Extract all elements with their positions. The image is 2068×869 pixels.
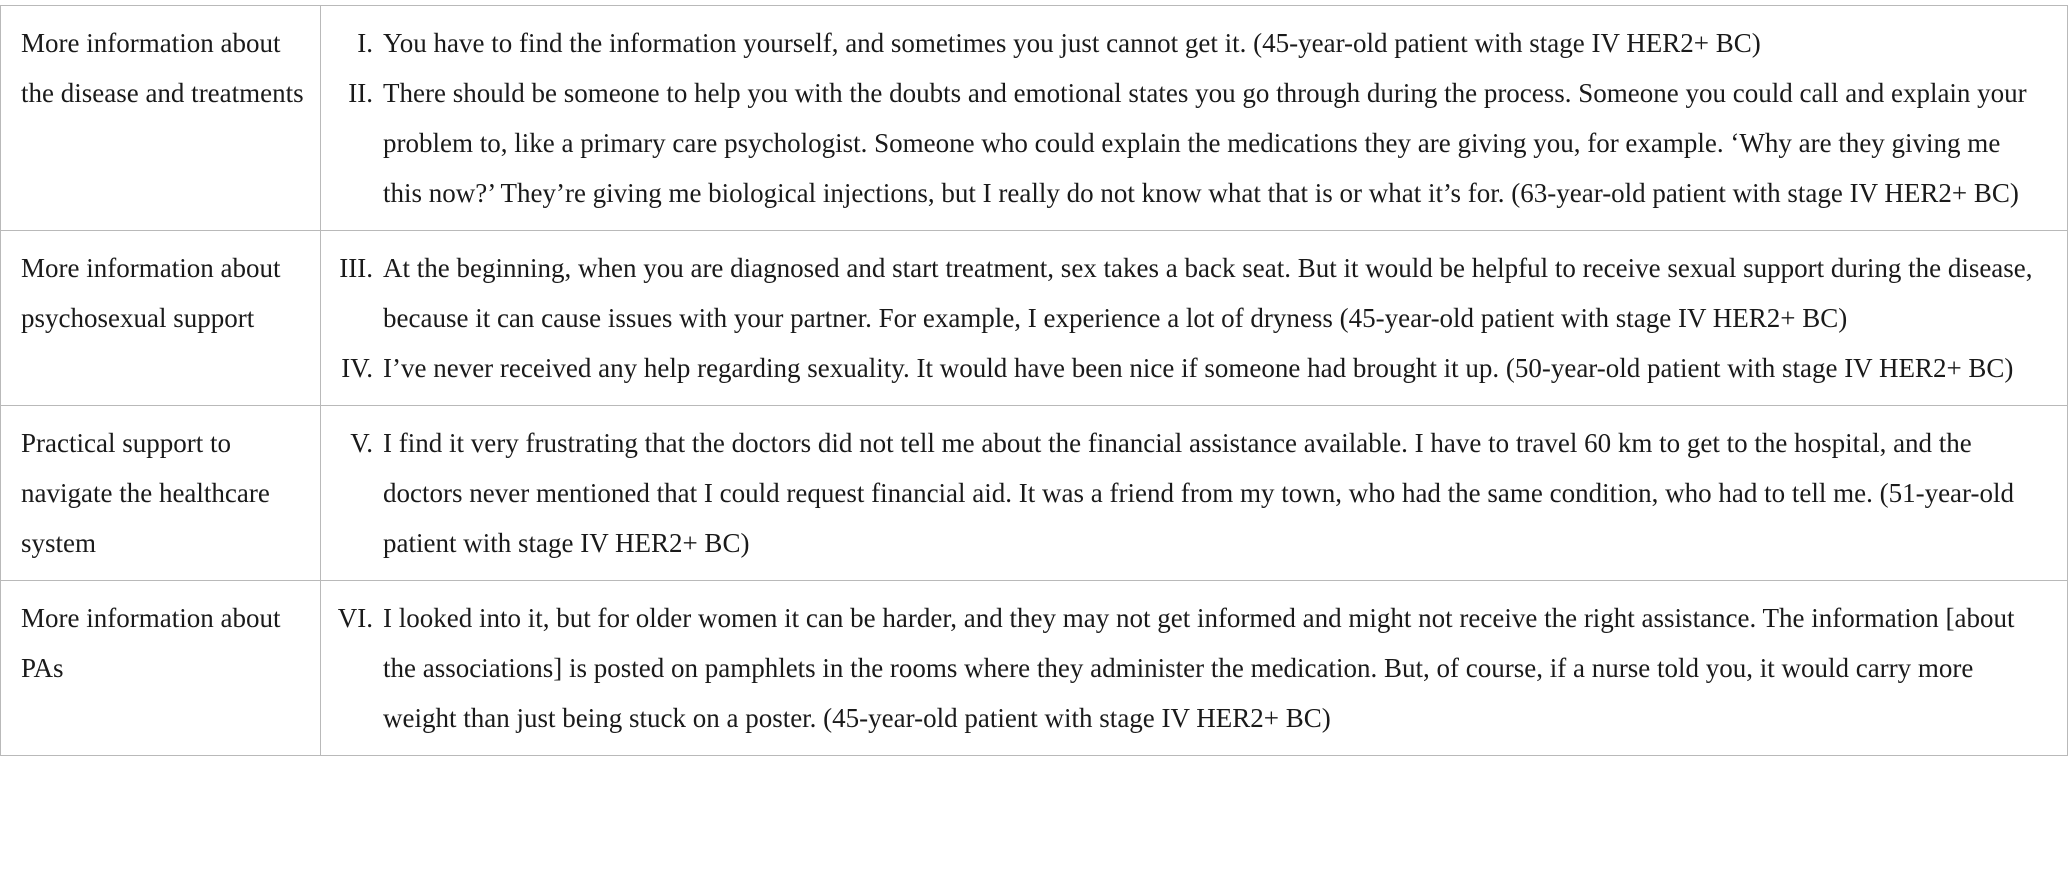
- theme-label: More information about PAs: [21, 603, 281, 683]
- quotes-cell: [321, 231, 2068, 406]
- table-row: [1, 231, 2068, 406]
- quote-number: IV.: [341, 353, 373, 383]
- quote-item: [321, 593, 2037, 743]
- quote-number: III.: [339, 253, 373, 283]
- quote-text: I looked into it, but for older women it can be harder, and they may not get informed and might not receive the right assistance. The information [about the associations] is posted on pamphlets in the rooms where they administer the medication. But, of course, if a nurse told you, it would carry more weight than just being stuck on a poster. (45-year-old patient with stage IV HER2+ BC): [383, 603, 2015, 733]
- quote-number: II.: [348, 78, 373, 108]
- quote-item: [321, 343, 2037, 393]
- quote-text: There should be someone to help you with the doubts and emotional states you go through during the process. Someone you could call and explain your problem to, like a primary care psychologist. Someone who could explain the medications they are giving you, for example. ‘Why are they giving me this now?’ They’re giving me biological injections, but I really do not know what that is or what it’s for. (63-year-old patient with stage IV HER2+ BC): [383, 78, 2027, 208]
- quotes-cell: [321, 581, 2068, 756]
- quote-item: [321, 243, 2037, 343]
- quote-text: You have to find the information yourself, and sometimes you just cannot get it. (45-year-old patient with stage IV HER2+ BC): [383, 28, 1761, 58]
- theme-label: More information about psychosexual support: [21, 253, 281, 333]
- quote-number: V.: [350, 428, 373, 458]
- theme-label: Practical support to navigate the healthcare system: [21, 428, 270, 558]
- quote-number: VI.: [337, 603, 373, 633]
- quotes-cell: [321, 6, 2068, 231]
- quotes-table: [0, 5, 2068, 756]
- quote-text: I’ve never received any help regarding sexuality. It would have been nice if someone had brought it up. (50-year-old patient with stage IV HER2+ BC): [383, 353, 2014, 383]
- quote-item: [321, 418, 2037, 568]
- quote-item: [321, 18, 2037, 68]
- theme-cell: [1, 406, 321, 581]
- table-row: [1, 581, 2068, 756]
- theme-cell: [1, 231, 321, 406]
- quote-item: [321, 68, 2037, 218]
- quote-number: I.: [357, 28, 373, 58]
- quote-text: I find it very frustrating that the doctors did not tell me about the financial assistance available. I have to travel 60 km to get to the hospital, and the doctors never mentioned that I could request financial aid. It was a friend from my town, who had the same condition, who had to tell me. (51-year-old patient with stage IV HER2+ BC): [383, 428, 2014, 558]
- theme-cell: [1, 6, 321, 231]
- quote-text: At the beginning, when you are diagnosed and start treatment, sex takes a back seat. But it would be helpful to receive sexual support during the disease, because it can cause issues with your partner. For example, I experience a lot of dryness (45-year-old patient with stage IV HER2+ BC): [383, 253, 2033, 333]
- table-row: [1, 406, 2068, 581]
- theme-label: More information about the disease and treatments: [21, 28, 304, 108]
- quotes-cell: [321, 406, 2068, 581]
- table-row: [1, 6, 2068, 231]
- theme-cell: [1, 581, 321, 756]
